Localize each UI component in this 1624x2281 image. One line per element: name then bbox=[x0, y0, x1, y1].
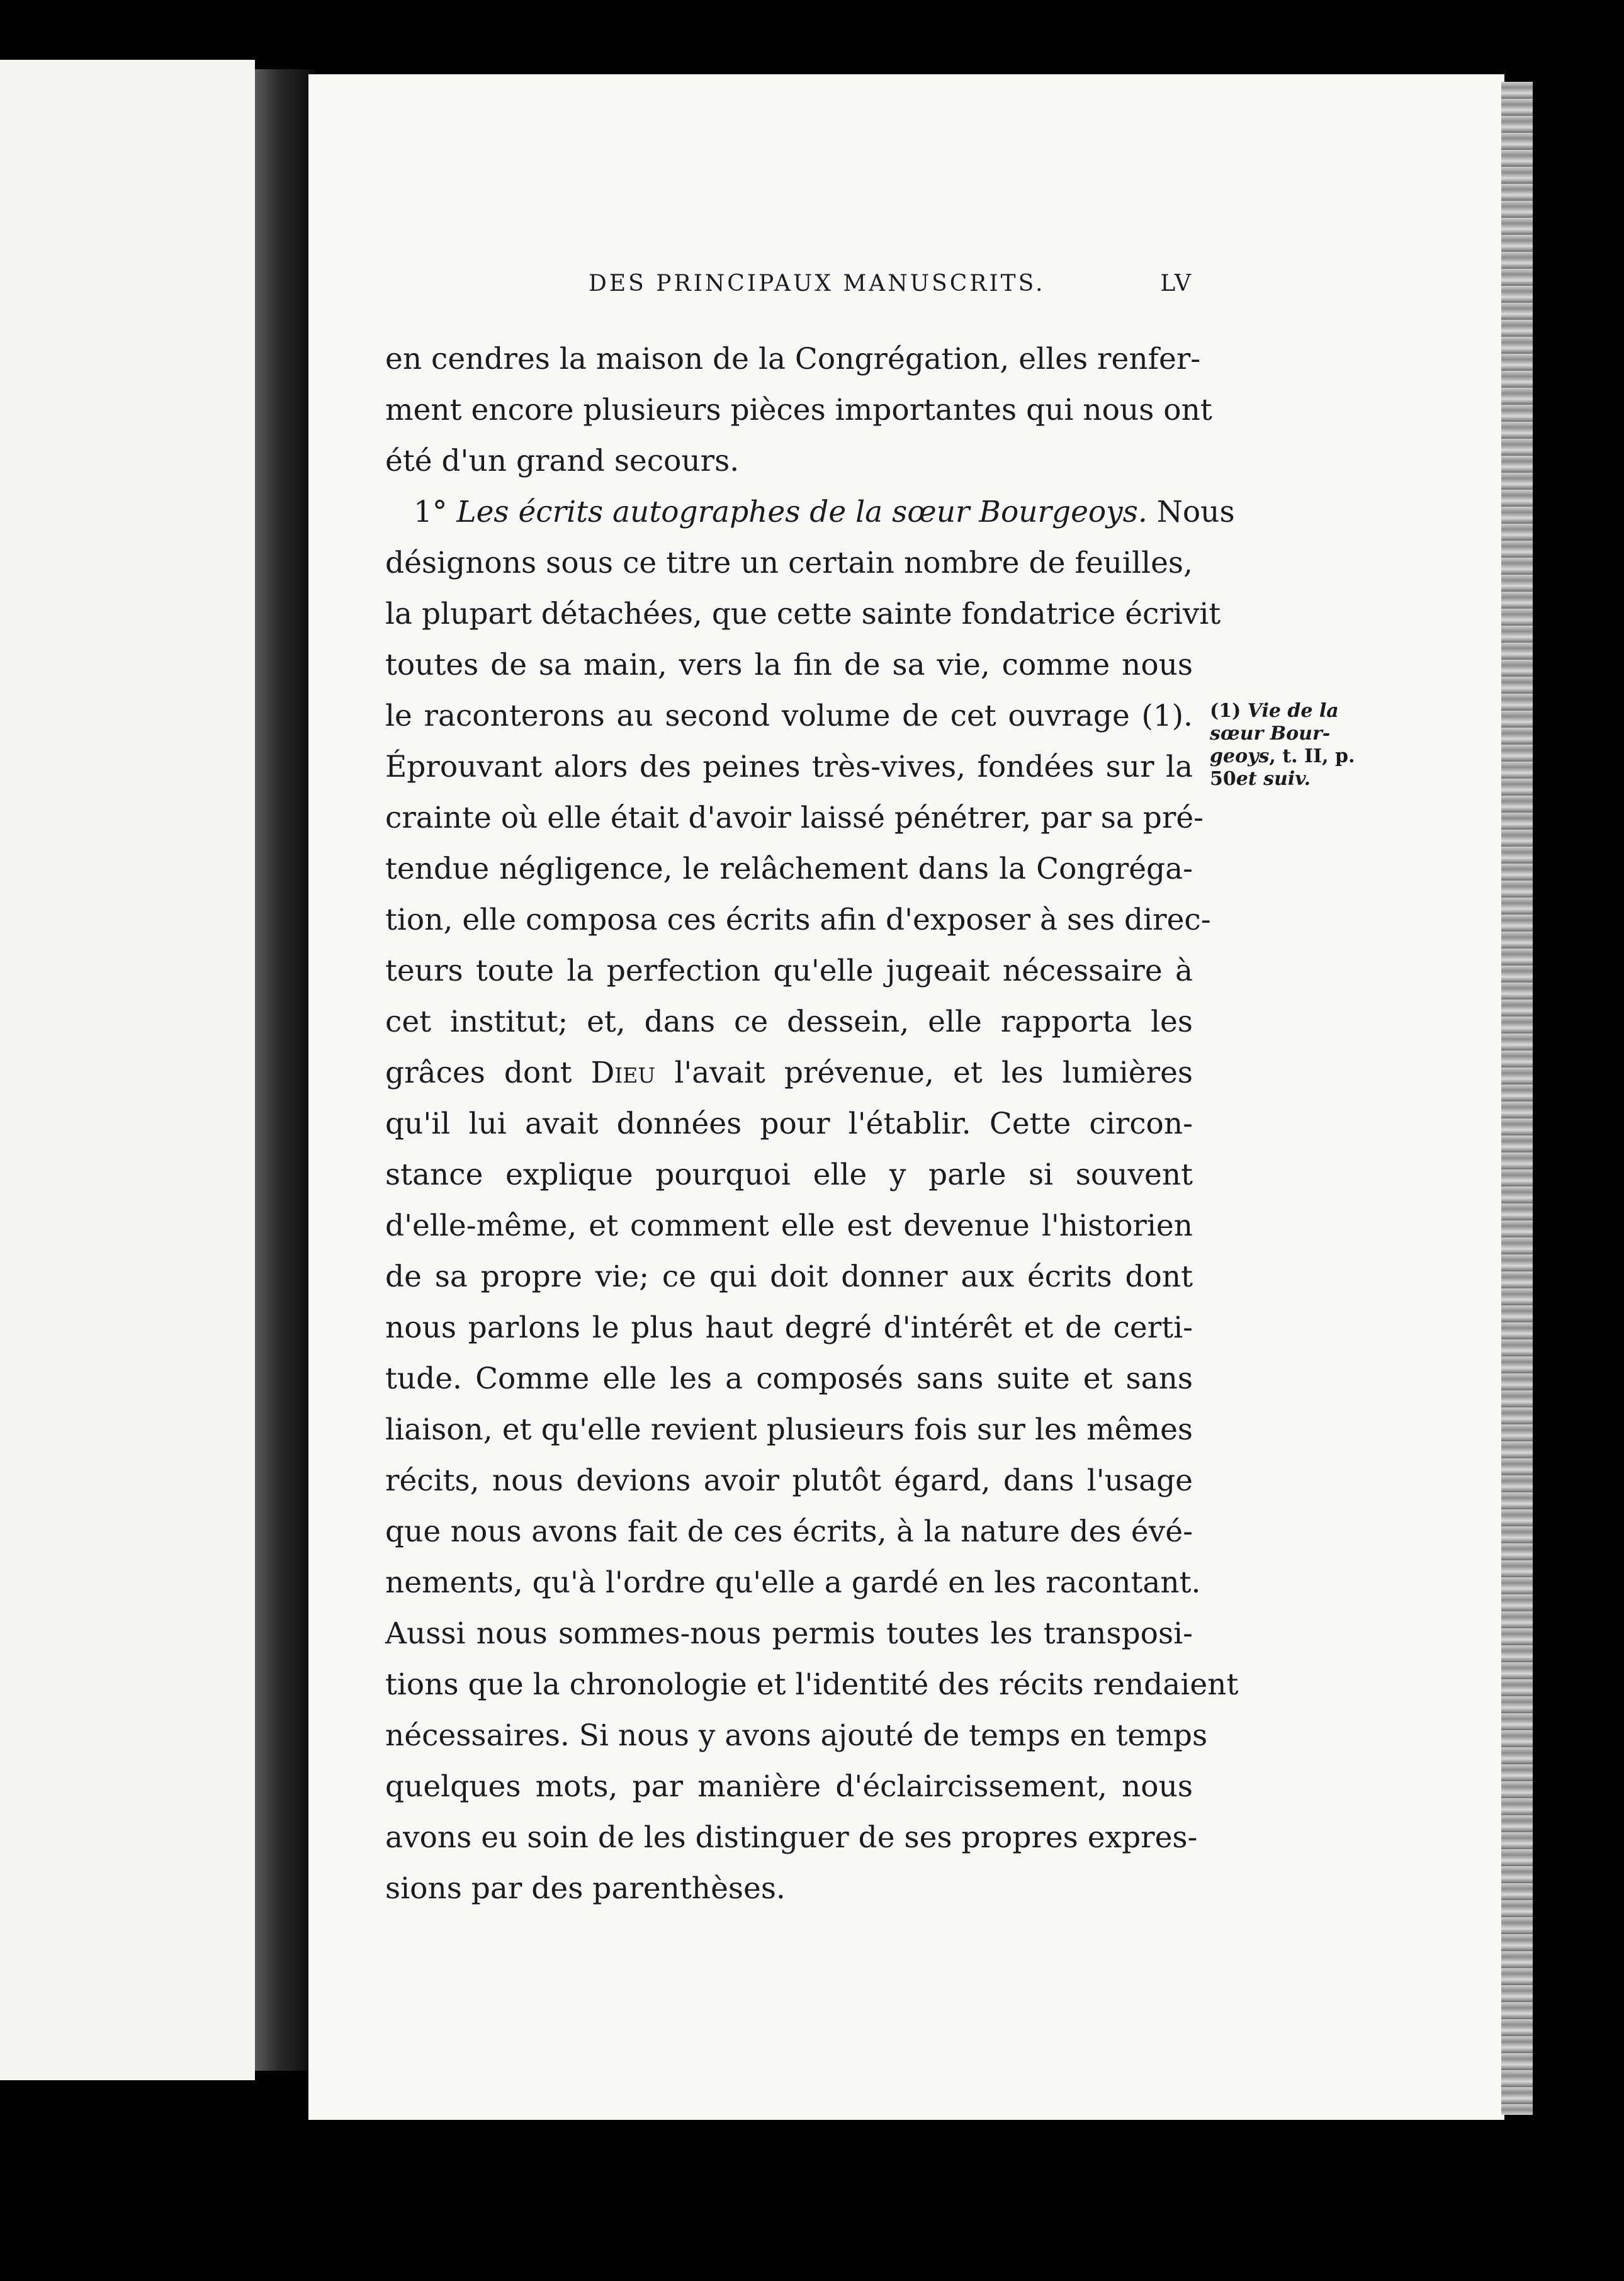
left-page bbox=[0, 60, 255, 2080]
note-text: , t. II, p. bbox=[1269, 745, 1355, 767]
note-text: et suiv. bbox=[1236, 768, 1311, 790]
text-line: ment encore plusieurs pièces importantes qui nous ont bbox=[385, 393, 1212, 427]
note-number: (1) bbox=[1210, 700, 1241, 722]
text-line: avons eu soin de les distinguer de ses propres expres- bbox=[385, 1820, 1198, 1855]
text-line: que nous avons fait de ces écrits, à la nature des évé- bbox=[385, 1514, 1193, 1549]
text-line: cet institut; et, dans ce dessein, elle rapporta les bbox=[385, 1005, 1193, 1039]
text-line: quelques mots, par manière d'éclaircissement, nous bbox=[385, 1769, 1193, 1804]
note-line bbox=[1210, 745, 1387, 768]
text-fragment: Nous bbox=[1156, 495, 1235, 529]
text-line: qu'il lui avait données pour l'établir. Cette circon- bbox=[385, 1107, 1193, 1141]
text-line bbox=[385, 487, 1235, 538]
book-gutter-shadow bbox=[255, 69, 315, 2071]
text-line bbox=[385, 1047, 1193, 1098]
text-line: stance explique pourquoi elle y parle si souvent bbox=[385, 1157, 1193, 1192]
note-text: Vie de la bbox=[1247, 700, 1339, 722]
text-line: le raconterons au second volume de cet ouvrage (1). bbox=[385, 699, 1193, 733]
text-line: teurs toute la perfection qu'elle jugeait nécessaire à bbox=[385, 954, 1193, 988]
text-line: la plupart détachées, que cette sainte fondatrice écrivit bbox=[385, 597, 1221, 631]
text-line: Aussi nous sommes-nous permis toutes les transposi- bbox=[385, 1616, 1193, 1651]
text-line: récits, nous devions avoir plutôt égard, dans l'usage bbox=[385, 1463, 1193, 1498]
note-line bbox=[1210, 700, 1387, 723]
text-line: toutes de sa main, vers la fin de sa vie, comme nous bbox=[385, 648, 1193, 682]
text-line: liaison, et qu'elle revient plusieurs fois sur les mêmes bbox=[385, 1412, 1193, 1447]
text-line: nements, qu'à l'ordre qu'elle a gardé en les racontant. bbox=[385, 1565, 1201, 1600]
small-caps-word: Dieu bbox=[590, 1056, 656, 1090]
running-title: DES PRINCIPAUX MANUSCRITS. bbox=[589, 271, 1046, 296]
text-line: nous parlons le plus haut degré d'intérêt et de certi- bbox=[385, 1310, 1193, 1345]
text-line: désignons sous ce titre un certain nombre de feuilles, bbox=[385, 546, 1193, 580]
text-line: sions par des parenthèses. bbox=[385, 1871, 786, 1906]
text-line: nécessaires. Si nous y avons ajouté de temps en temps bbox=[385, 1718, 1208, 1753]
text-line: tions que la chronologie et l'identité des récits rendaient bbox=[385, 1667, 1239, 1702]
text-line: été d'un grand secours. bbox=[385, 444, 740, 478]
text-line: tude. Comme elle les a composés sans suite et sans bbox=[385, 1361, 1193, 1396]
note-text: geoys bbox=[1210, 745, 1270, 767]
text-line: tendue négligence, le relâchement dans la Congréga- bbox=[385, 852, 1193, 886]
running-header bbox=[589, 271, 1193, 302]
text-fragment: l'avait prévenue, et les lumières bbox=[674, 1056, 1193, 1090]
note-line bbox=[1210, 768, 1387, 791]
text-line: crainte où elle était d'avoir laissé pénétrer, par sa pré- bbox=[385, 801, 1204, 835]
text-line: de sa propre vie; ce qui doit donner aux écrits dont bbox=[385, 1259, 1193, 1294]
note-line: sœur Bour- bbox=[1210, 723, 1331, 745]
text-line: Éprouvant alors des peines très-vives, fondées sur la bbox=[385, 750, 1193, 784]
page-number: LV bbox=[1160, 271, 1193, 296]
list-number: 1° bbox=[414, 495, 448, 529]
text-line: d'elle-même, et comment elle est devenue l'historien bbox=[385, 1208, 1193, 1243]
text-fragment: grâces dont bbox=[385, 1056, 572, 1090]
source-title: Les écrits autographes de la sœur Bourgeoys. bbox=[456, 495, 1148, 529]
note-text: 50 bbox=[1210, 768, 1236, 790]
page-edge-stack bbox=[1501, 82, 1533, 2115]
text-line: tion, elle composa ces écrits afin d'exposer à ses direc- bbox=[385, 903, 1211, 937]
text-line: en cendres la maison de la Congrégation, elles renfer- bbox=[385, 342, 1201, 376]
margin-footnote bbox=[1210, 700, 1387, 791]
